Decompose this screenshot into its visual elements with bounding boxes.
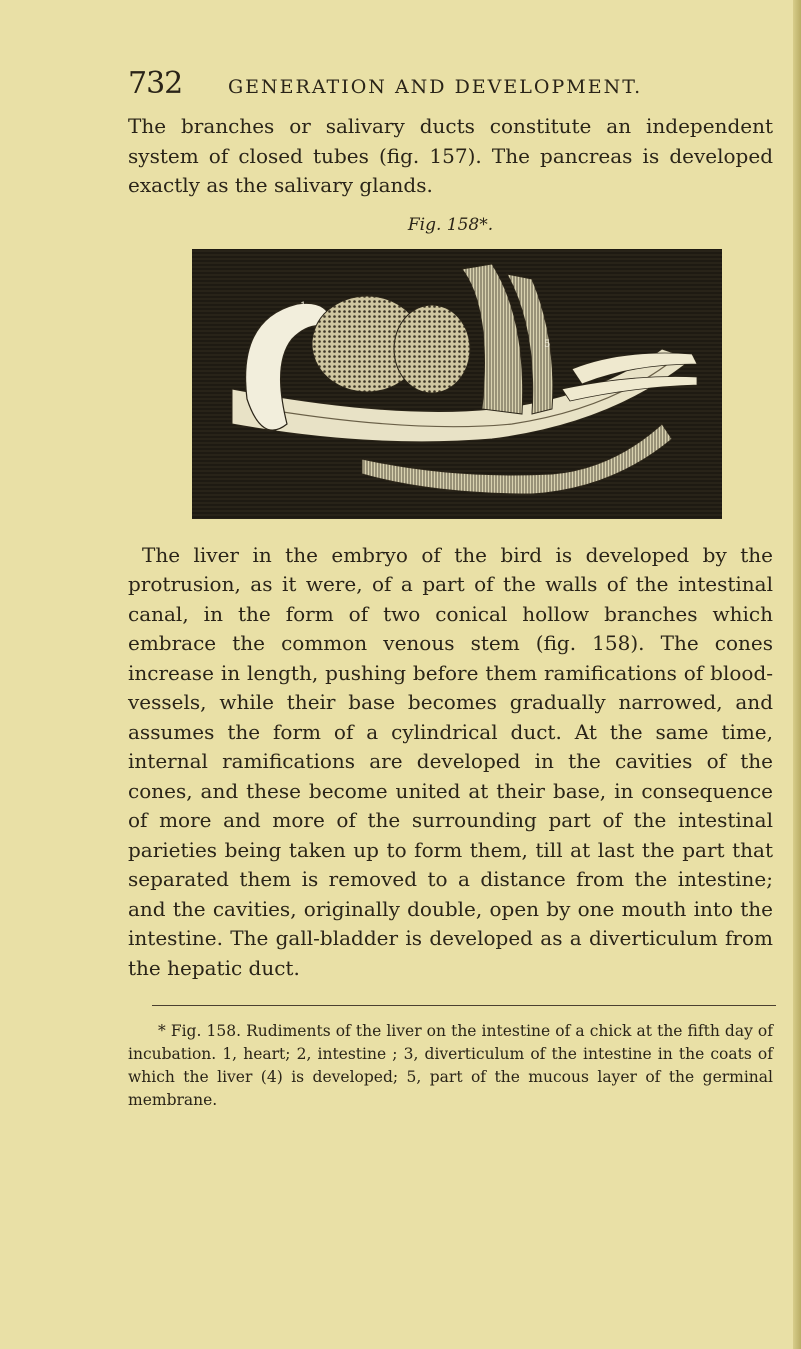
paragraph-1: The branches or salivary ducts constitute an independent system of closed tubes (fig. 157). The pancreas is developed exactly as the salivary glands.: [128, 114, 773, 197]
page-number: 732: [128, 66, 183, 101]
label-1: 1: [300, 300, 307, 312]
engraving-illustration: [192, 249, 722, 519]
page-header: [128, 66, 773, 106]
figure-caption: Fig. 158*.: [407, 214, 494, 235]
label-5: 5: [544, 338, 551, 350]
paragraph-2: The liver in the embryo of the bird is developed by the protrusion, as it were, of a part of the walls of the intestinal canal, in the form of two conical hollow branches which embrace the common venous stem (fig. 158). The cones increase in length, pushing before them ramifications of blood-vessels, while their base becomes gradually narrowed, and assumes the form of a cylindrical duct. At the same time, internal ramifications are developed in the cavities of the cones, and these become united at their base, in consequence of more and more of the surrounding part of the intestinal parieties being taken up to form them, till at last the part that separated them is removed to a distance from the intestine; and the cavities, originally double, open by one mouth into the intestine. The gall-bladder is developed as a diverticulum from the hepatic duct.: [128, 542, 773, 980]
book-page: [128, 66, 773, 1128]
footnote-divider: [152, 1005, 776, 1006]
page-edge: [793, 0, 801, 1349]
running-title: GENERATION AND DEVELOPMENT.: [228, 76, 643, 98]
figure-158-engraving: [192, 249, 722, 519]
footnote: * Fig. 158. Rudiments of the liver on the intestine of a chick at the fifth day of incubation. 1, heart; 2, intestine ; 3, diverticulum of the intestine in the coats of which the liver (4) is developed; 5, part of the mucous layer of the germinal membrane.: [128, 1022, 773, 1109]
